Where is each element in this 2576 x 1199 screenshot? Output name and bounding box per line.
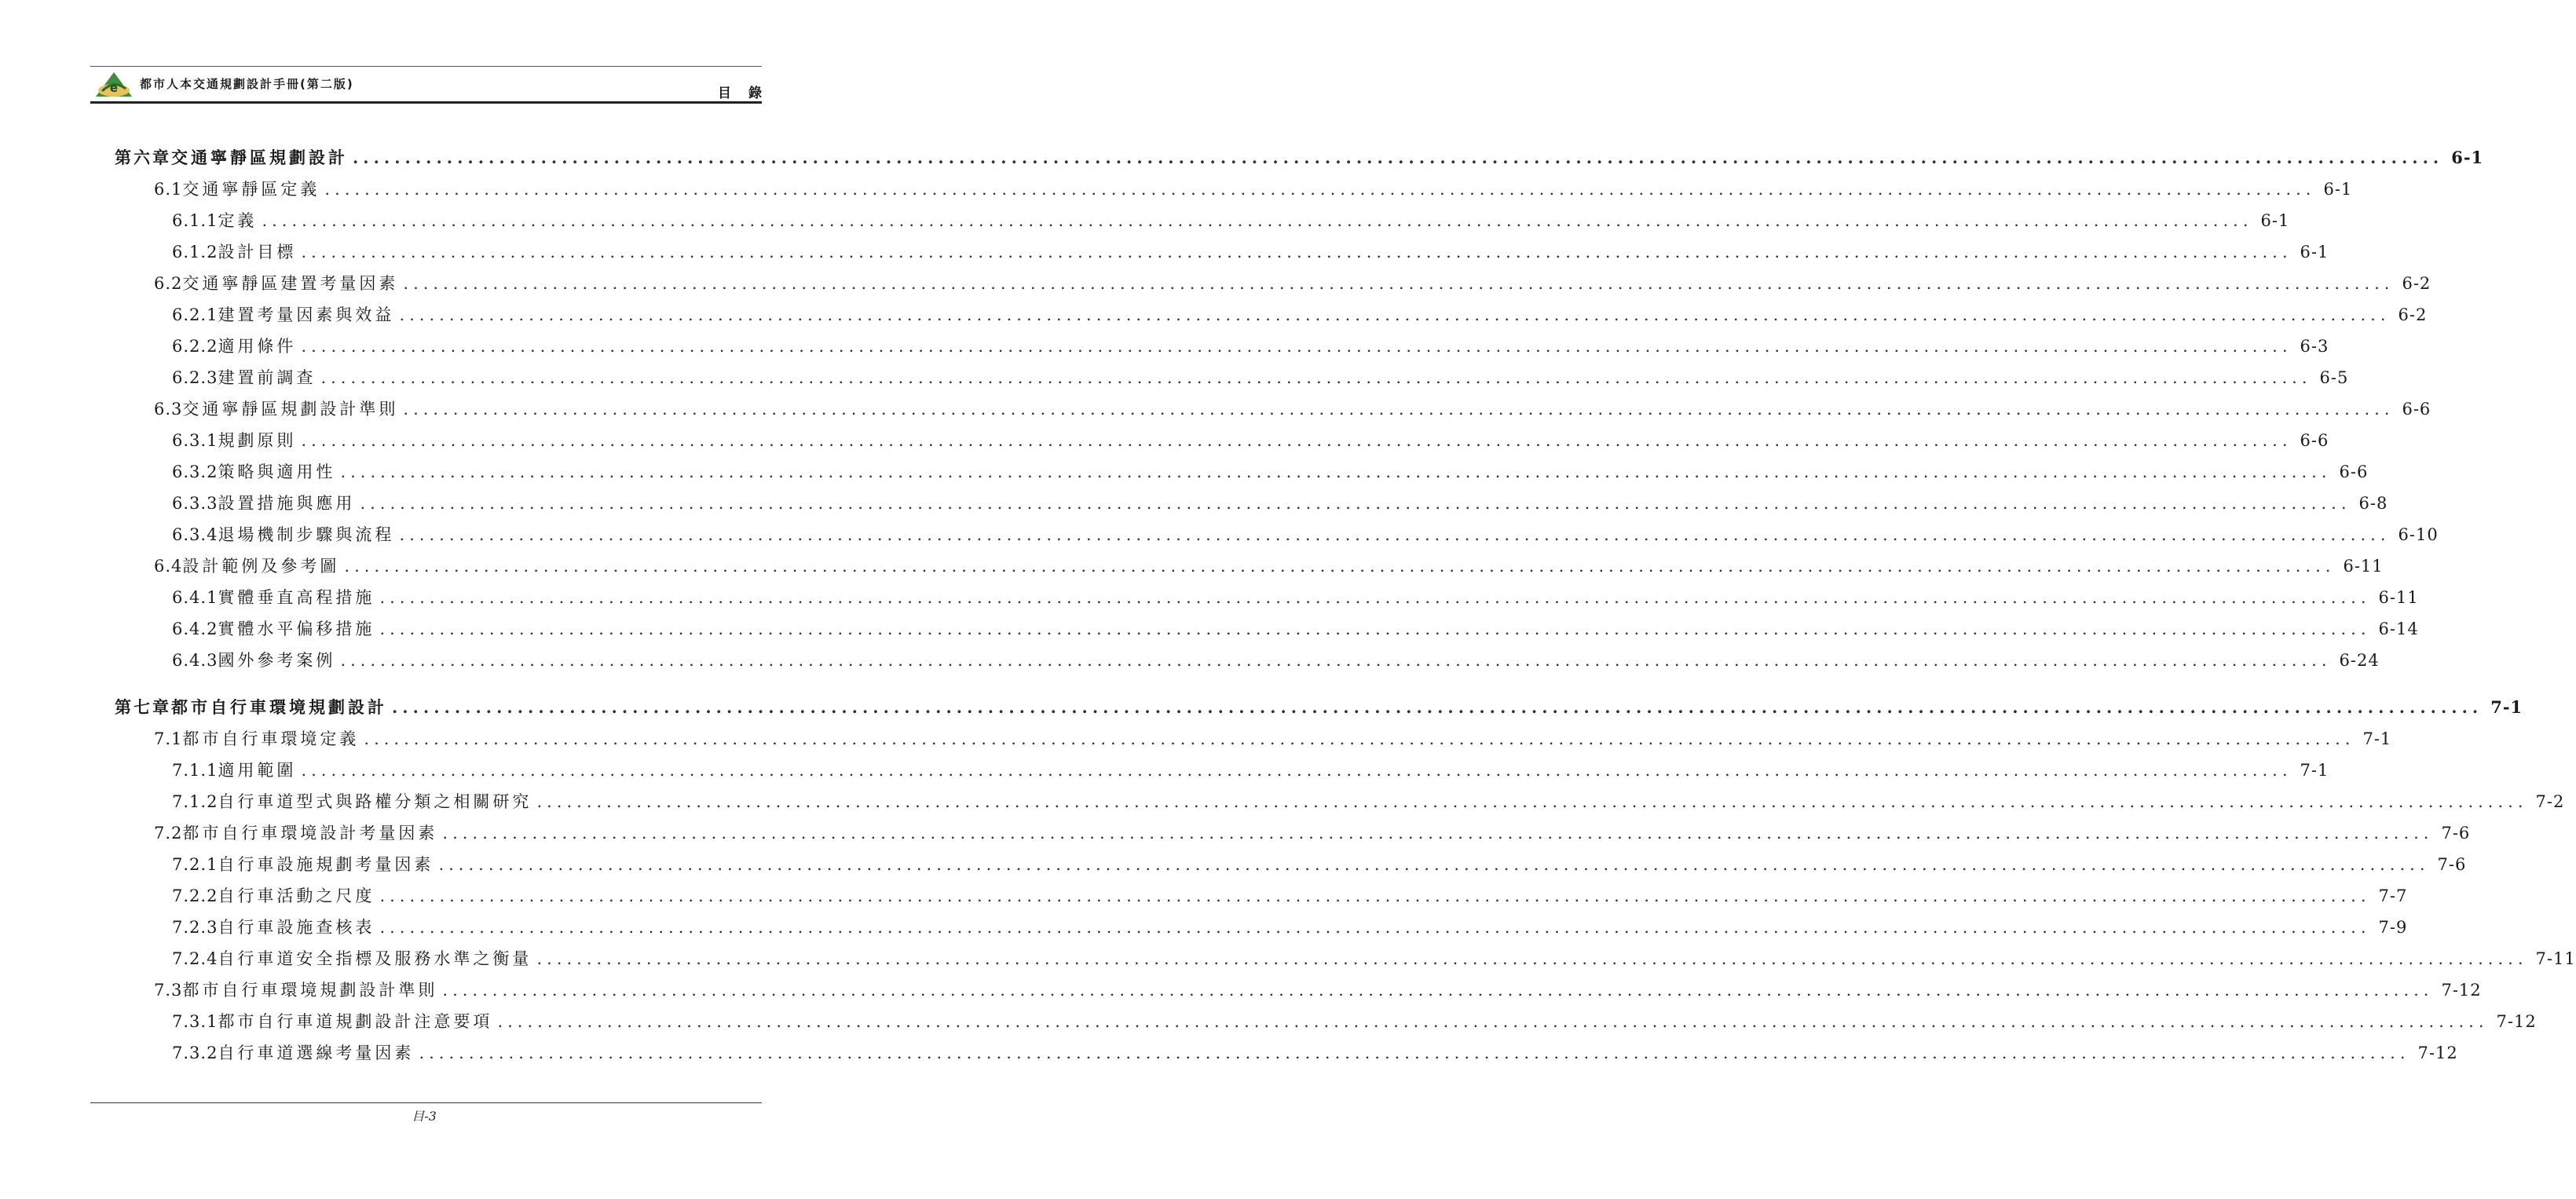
toc-title: 都市自行車環境定義: [182, 729, 360, 748]
toc-subsection-row[interactable]: [172, 649, 2380, 672]
toc-page-number: 7-2: [2535, 792, 2565, 811]
toc-title: 實體水平偏移措施: [218, 620, 375, 638]
toc-title: 規劃原則: [218, 431, 297, 450]
toc-title: 策略與適用性: [218, 462, 336, 481]
toc-number: 第六章: [115, 148, 171, 167]
toc-title: 自行車活動之尺度: [218, 886, 375, 905]
toc-page-number: 7-7: [2378, 886, 2408, 905]
toc-subsection-row[interactable]: [172, 209, 2290, 232]
toc-leader-dots: ........................................................................................................................................................................................................: [324, 180, 2316, 199]
toc-title: 建置考量因素與效益: [218, 305, 395, 324]
toc-number: 7.2.4: [172, 949, 218, 968]
toc-leader-dots: ........................................................................................................................................................................................................: [301, 337, 2292, 356]
toc-subsection-row[interactable]: [172, 790, 2565, 813]
toc-number: 6.3.2: [172, 462, 218, 481]
toc-leader-dots: ........................................................................................................................................................................................................: [344, 557, 2336, 576]
toc-title: 交通寧靜區建置考量因素: [182, 274, 399, 293]
toc-page-number: 7-1: [2300, 761, 2329, 780]
toc-subsection-row[interactable]: [172, 492, 2388, 515]
toc-page-number: 7-1: [2362, 729, 2392, 748]
toc-subsection-row[interactable]: [172, 460, 2369, 484]
toc-subsection-row[interactable]: [172, 586, 2419, 609]
toc-page-number: 6-6: [2339, 462, 2369, 481]
toc-number: 7.2.3: [172, 918, 218, 937]
toc-title: 退場機制步驟與流程: [218, 525, 395, 544]
toc-subsection-row[interactable]: [172, 334, 2329, 358]
toc-leader-dots: ........................................................................................................................................................................................................: [379, 918, 2371, 937]
toc-leader-dots: ........................................................................................................................................................................................................: [379, 588, 2371, 607]
toc-subsection-row[interactable]: [172, 759, 2329, 782]
header-section-label: 目錄: [718, 86, 779, 101]
toc-title: 自行車設施查核表: [218, 918, 375, 937]
toc-leader-dots: ........................................................................................................................................................................................................: [497, 1012, 2489, 1031]
toc-title: 定義: [218, 211, 258, 230]
toc-subsection-row[interactable]: [172, 947, 2576, 971]
toc-title: 都市自行車環境設計考量因素: [182, 824, 438, 843]
toc-number: 6.1.1: [172, 211, 218, 230]
toc-page-number: 6-6: [2300, 431, 2329, 450]
toc-leader-dots: ........................................................................................................................................................................................................: [442, 824, 2434, 843]
toc-leader-dots: ........................................................................................................................................................................................................: [301, 431, 2292, 450]
toc-subsection-row[interactable]: [172, 1010, 2537, 1033]
header-rule-top: [90, 66, 762, 67]
toc-page-number: 6-14: [2378, 620, 2419, 638]
toc-leader-dots: ........................................................................................................................................................................................................: [419, 1044, 2410, 1062]
toc-page-number: 6-1: [2451, 148, 2484, 167]
toc-title: 實體垂直高程措施: [218, 588, 375, 607]
toc-number: 6.3.4: [172, 525, 218, 544]
leaf-e-logo-icon: [94, 70, 134, 100]
toc-page-number: 6-5: [2319, 368, 2349, 387]
toc-leader-dots: ........................................................................................................................................................................................................: [392, 697, 2483, 717]
toc-leader-dots: ........................................................................................................................................................................................................: [360, 494, 2351, 513]
toc-page-number: 7-11: [2535, 949, 2576, 968]
toc-leader-dots: ........................................................................................................................................................................................................: [353, 148, 2444, 167]
toc-title: 適用條件: [218, 337, 297, 356]
toc-title: 都市自行車道規劃設計注意要項: [218, 1012, 493, 1031]
toc-number: 6.3.3: [172, 494, 218, 513]
toc-page-number: 6-3: [2300, 337, 2329, 356]
toc-chapter-row[interactable]: [115, 696, 2523, 719]
toc-page-number: 6-8: [2358, 494, 2388, 513]
header-title: 都市人本交通規劃設計手冊(第二版): [140, 77, 354, 91]
toc-title: 都市自行車環境規劃設計: [171, 697, 387, 717]
toc-page-number: 6-6: [2402, 400, 2431, 419]
toc-number: 6.2: [154, 274, 183, 293]
toc-page-number: 7-6: [2441, 824, 2471, 843]
footer-page-number: 目-3: [412, 1109, 437, 1124]
svg-text:e: e: [109, 81, 119, 95]
toc-leader-dots: ........................................................................................................................................................................................................: [438, 855, 2430, 874]
toc-number: 7.2.2: [172, 886, 218, 905]
toc-number: 6.4.3: [172, 651, 218, 670]
toc-page-number: 7-9: [2378, 918, 2408, 937]
toc-number: 6.3.1: [172, 431, 218, 450]
toc-page-number: 6-2: [2398, 305, 2428, 324]
toc-subsection-row[interactable]: [172, 617, 2419, 641]
toc-number: 7.2: [154, 824, 183, 843]
toc-leader-dots: ........................................................................................................................................................................................................: [340, 462, 2332, 481]
toc-section-row[interactable]: [154, 554, 2384, 578]
toc-number: 7.3.2: [172, 1044, 218, 1062]
toc-page-number: 7-12: [2417, 1044, 2458, 1062]
toc-subsection-row[interactable]: [172, 884, 2408, 908]
footer-rule: [90, 1102, 762, 1103]
toc-subsection-row[interactable]: [172, 523, 2439, 546]
toc-subsection-row[interactable]: [172, 240, 2329, 264]
toc-page-number: 7-1: [2490, 697, 2523, 717]
toc-section-row[interactable]: [154, 177, 2353, 201]
toc-leader-dots: ........................................................................................................................................................................................................: [403, 400, 2395, 419]
toc-section-row[interactable]: [154, 978, 2482, 1002]
toc-number: 6.4.1: [172, 588, 218, 607]
toc-number: 6.2.1: [172, 305, 218, 324]
toc-section-row[interactable]: [154, 272, 2431, 295]
toc-leader-dots: ........................................................................................................................................................................................................: [399, 305, 2391, 324]
toc-subsection-row[interactable]: [172, 1041, 2458, 1065]
toc-number: 7.3: [154, 981, 183, 1000]
toc-page-number: 6-2: [2402, 274, 2431, 293]
toc-number: 6.2.2: [172, 337, 218, 356]
toc-leader-dots: ........................................................................................................................................................................................................: [442, 981, 2434, 1000]
toc-subsection-row[interactable]: [172, 853, 2467, 876]
toc-number: 7.1.1: [172, 761, 218, 780]
toc-leader-dots: ........................................................................................................................................................................................................: [536, 949, 2528, 968]
toc-leader-dots: ........................................................................................................................................................................................................: [301, 761, 2292, 780]
toc-section-row[interactable]: [154, 727, 2392, 751]
toc-title: 交通寧靜區規劃設計: [171, 148, 348, 167]
toc-title: 設計目標: [218, 243, 297, 261]
toc-page-number: 6-1: [2300, 243, 2329, 261]
toc-leader-dots: ........................................................................................................................................................................................................: [262, 211, 2253, 230]
toc-subsection-row[interactable]: [172, 916, 2408, 939]
toc-leader-dots: ........................................................................................................................................................................................................: [379, 886, 2371, 905]
toc-title: 建置前調查: [218, 368, 317, 387]
toc-leader-dots: ........................................................................................................................................................................................................: [340, 651, 2332, 670]
toc-title: 自行車設施規劃考量因素: [218, 855, 434, 874]
toc-section-row[interactable]: [154, 821, 2471, 845]
toc-subsection-row[interactable]: [172, 429, 2329, 452]
toc-leader-dots: ........................................................................................................................................................................................................: [364, 729, 2355, 748]
toc-leader-dots: ........................................................................................................................................................................................................: [536, 792, 2528, 811]
toc-title: 國外參考案例: [218, 651, 336, 670]
toc-number: 6.1: [154, 180, 183, 199]
toc-leader-dots: ........................................................................................................................................................................................................: [399, 525, 2391, 544]
toc-title: 設置措施與應用: [218, 494, 356, 513]
toc-subsection-row[interactable]: [172, 303, 2428, 327]
toc-title: 適用範圍: [218, 761, 297, 780]
toc-leader-dots: ........................................................................................................................................................................................................: [301, 243, 2292, 261]
toc-number: 7.3.1: [172, 1012, 218, 1031]
toc-title: 交通寧靜區規劃設計準則: [182, 400, 399, 419]
toc-leader-dots: ........................................................................................................................................................................................................: [403, 274, 2395, 293]
toc-number: 6.4.2: [172, 620, 218, 638]
toc-page-number: 7-6: [2437, 855, 2467, 874]
toc-number: 7.2.1: [172, 855, 218, 874]
toc-subsection-row[interactable]: [172, 366, 2349, 389]
toc-number: 6.1.2: [172, 243, 218, 261]
toc-number: 6.3: [154, 400, 183, 419]
toc-title: 設計範例及參考圖: [182, 557, 340, 576]
toc-number: 第七章: [115, 697, 171, 717]
toc-number: 6.2.3: [172, 368, 218, 387]
toc-section-row[interactable]: [154, 397, 2431, 421]
toc-leader-dots: ........................................................................................................................................................................................................: [320, 368, 2312, 387]
toc-page-number: 6-11: [2378, 588, 2419, 607]
header-rule-bottom: [90, 101, 762, 104]
toc-page-number: 6-1: [2323, 180, 2353, 199]
toc-number: 7.1: [154, 729, 183, 748]
toc-title: 都市自行車環境規劃設計準則: [182, 981, 438, 1000]
toc-number: 7.1.2: [172, 792, 218, 811]
toc-page-number: 6-1: [2260, 211, 2290, 230]
toc-page-number: 7-12: [2496, 1012, 2537, 1031]
toc-number: 6.4: [154, 557, 183, 576]
toc-chapter-row[interactable]: [115, 146, 2484, 170]
toc-title: 自行車道安全指標及服務水準之衡量: [218, 949, 532, 968]
toc-page-number: 6-10: [2398, 525, 2439, 544]
toc-page-number: 6-11: [2343, 557, 2384, 576]
toc-page-number: 7-12: [2441, 981, 2482, 1000]
toc-title: 自行車道型式與路權分類之相關研究: [218, 792, 532, 811]
toc-page-number: 6-24: [2339, 651, 2380, 670]
toc-title: 交通寧靜區定義: [182, 180, 320, 199]
toc-title: 自行車道選線考量因素: [218, 1044, 415, 1062]
toc-leader-dots: ........................................................................................................................................................................................................: [379, 620, 2371, 638]
